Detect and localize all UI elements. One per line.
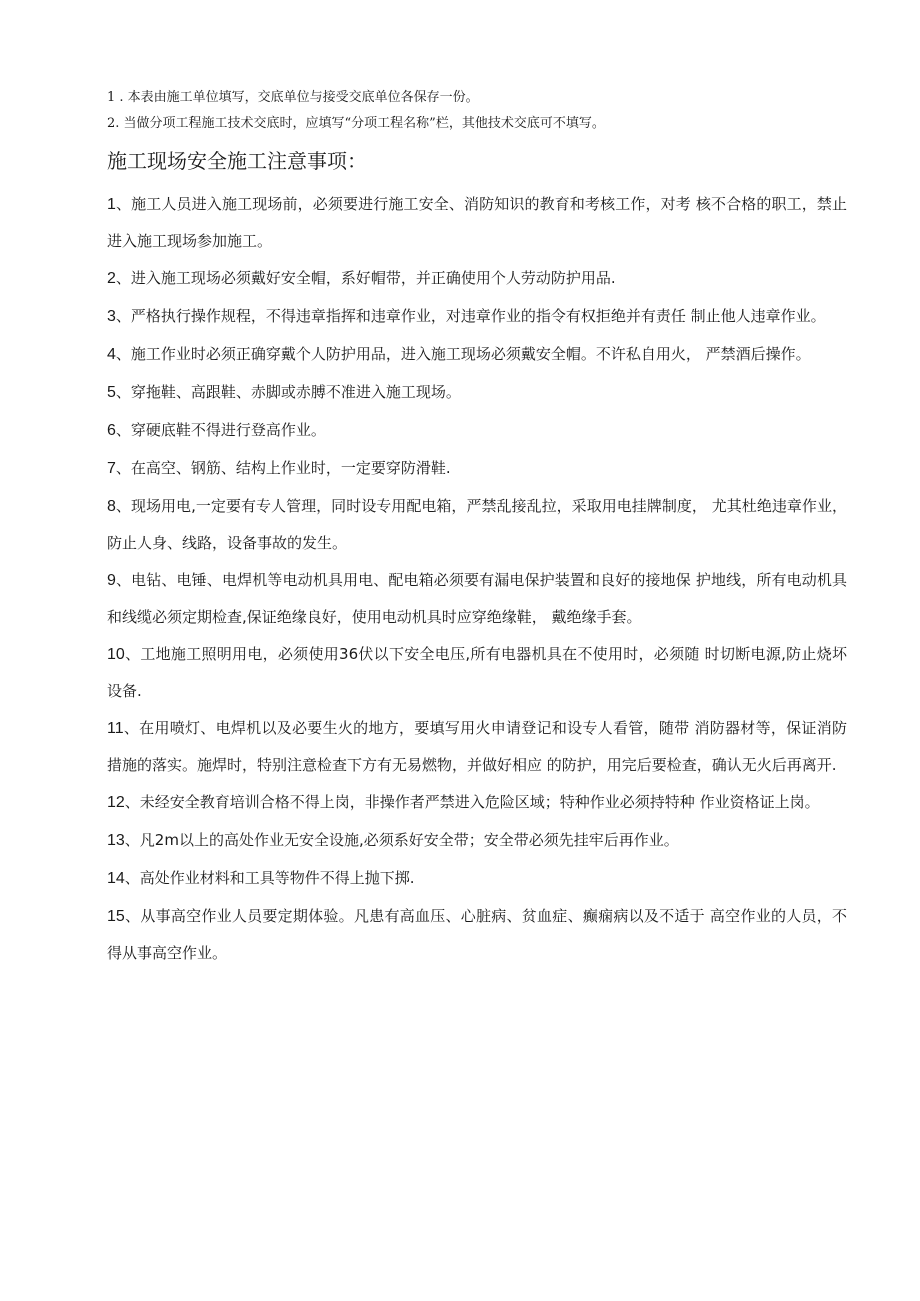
safety-item xyxy=(107,860,847,897)
section-heading: 施工现场安全施工注意事项： xyxy=(107,149,367,173)
item-number: 1 xyxy=(107,196,116,213)
safety-items-list xyxy=(107,186,847,972)
item-number: 10 xyxy=(107,646,125,663)
safety-item xyxy=(107,336,847,373)
item-number: 15 xyxy=(107,908,125,925)
item-text: 、凡2m以上的高处作业无安全设施,必须系好安全带；安全带必须先挂牢后再作业。 xyxy=(124,831,679,849)
item-text: 、严格执行操作规程，不得违章指挥和违章作业，对违章作业的指令有权拒绝并有责任 制止他人违章作业。 xyxy=(115,307,826,325)
item-number: 14 xyxy=(107,870,125,887)
safety-item xyxy=(107,636,847,709)
item-text: 、从事高空作业人员要定期体验。凡患有高血压、心脏病、贫血症、癫痫病以及不适于 高空作业的人员，不得从事高空作业。 xyxy=(107,907,847,962)
item-number: 2 xyxy=(107,270,116,287)
item-text: 、工地施工照明用电，必须使用36伏以下安全电压,所有电器机具在不使用时，必须随 时切断电源,防止烧坏设备. xyxy=(107,645,847,700)
item-text: 、高处作业材料和工具等物件不得上抛下掷. xyxy=(124,869,415,887)
safety-item xyxy=(107,260,847,297)
form-note-2: 2. 当做分项工程施工技术交底时，应填写“分项工程名称”栏，其他技术交底可不填写。 xyxy=(107,116,605,131)
safety-item xyxy=(107,186,847,259)
safety-item xyxy=(107,488,847,561)
item-text: 、穿拖鞋、高跟鞋、赤脚或赤膊不准进入施工现场。 xyxy=(115,383,461,401)
safety-item xyxy=(107,784,847,821)
item-text: 、在用喷灯、电焊机以及必要生火的地方，要填写用火申请登记和设专人看管，随带 消防器材等，保证消防措施的落实。施焊时，特别注意检查下方有无易燃物，并做好相应 的防护，用完后要检查，确认无火后再离开. xyxy=(107,719,847,774)
item-text: 、电钻、电锤、电焊机等电动机具用电、配电箱必须要有漏电保护装置和良好的接地保 护地线，所有电动机具和线缆必须定期检查,保证绝缘良好，使用电动机具时应穿绝缘鞋， 戴绝缘手套。 xyxy=(107,571,847,626)
item-text: 、现场用电,一定要有专人管理，同时设专用配电箱，严禁乱接乱拉，采取用电挂牌制度， 尤其杜绝违章作业，防止人身、线路，设备事故的发生。 xyxy=(107,497,847,552)
safety-item xyxy=(107,898,847,971)
safety-item xyxy=(107,710,847,783)
item-number: 5 xyxy=(107,384,116,401)
item-number: 7 xyxy=(107,460,116,477)
form-note-1: 1 . 本表由施工单位填写，交底单位与接受交底单位各保存一份。 xyxy=(107,90,479,105)
item-number: 4 xyxy=(107,346,116,363)
item-number: 3 xyxy=(107,308,116,325)
item-text: 、施工作业时必须正确穿戴个人防护用品，进入施工现场必须戴安全帽。不许私自用火， 严禁酒后操作。 xyxy=(115,345,811,363)
item-number: 6 xyxy=(107,422,116,439)
item-number: 9 xyxy=(107,572,116,589)
item-text: 、进入施工现场必须戴好安全帽，系好帽带，并正确使用个人劳动防护用品. xyxy=(115,269,616,287)
item-text: 、未经安全教育培训合格不得上岗，非操作者严禁进入危险区域；特种作业必须持特种 作业资格证上岗。 xyxy=(124,793,820,811)
item-text: 、在高空、钢筋、结构上作业时，一定要穿防滑鞋. xyxy=(115,459,451,477)
item-number: 8 xyxy=(107,498,116,515)
item-number: 11 xyxy=(107,720,124,737)
item-text: 、施工人员进入施工现场前，必须要进行施工安全、消防知识的教育和考核工作，对考 核不合格的职工，禁止进入施工现场参加施工。 xyxy=(107,195,847,250)
safety-item xyxy=(107,562,847,635)
item-number: 12 xyxy=(107,794,125,811)
item-number: 13 xyxy=(107,832,125,849)
safety-item xyxy=(107,412,847,449)
safety-item xyxy=(107,298,847,335)
safety-item xyxy=(107,822,847,859)
safety-item xyxy=(107,450,847,487)
safety-item xyxy=(107,374,847,411)
item-text: 、穿硬底鞋不得进行登高作业。 xyxy=(115,421,326,439)
